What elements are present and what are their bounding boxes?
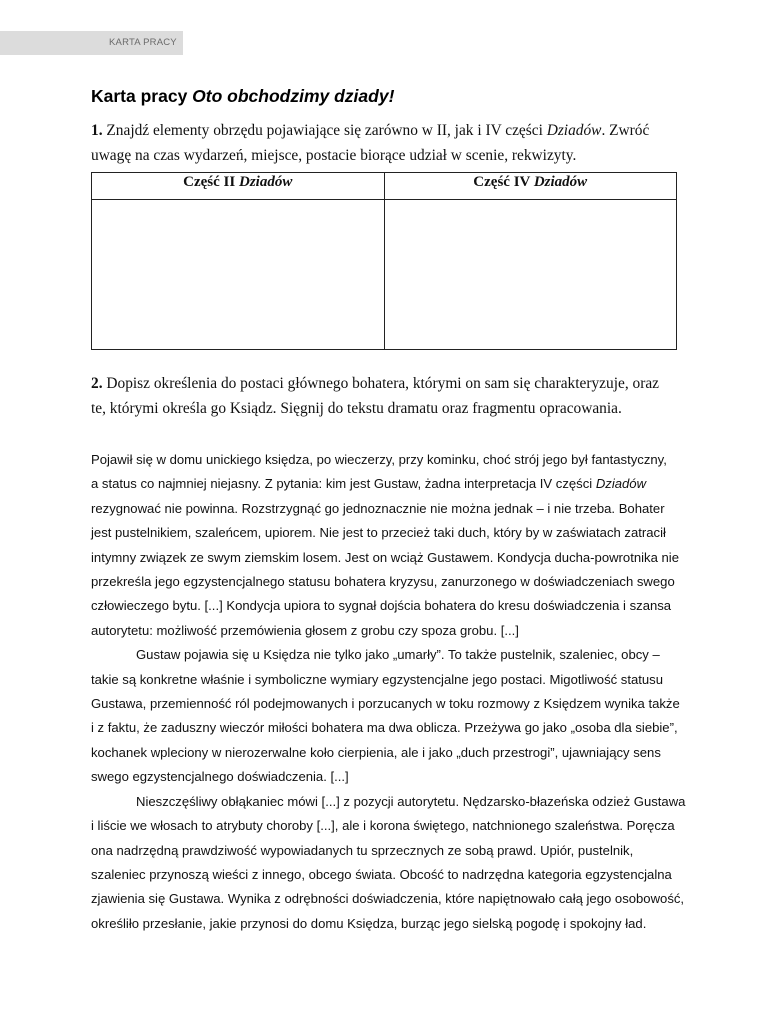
- title-prefix: Karta pracy: [91, 86, 193, 106]
- excerpt-text: a status co najmniej niejasny. Z pytania: kim jest Gustaw, żadna interpretacja IV części: [91, 476, 596, 492]
- excerpt-line: i liście we włosach to atrybuty choroby [...], ale i korona świętego, natchnionego szaleństwa. Poręcza: [91, 818, 675, 834]
- excerpt-line: Pojawił się w domu unickiego księdza, po wieczerzy, przy kominku, choć strój jego był fantastyczny,: [91, 452, 667, 467]
- excerpt-line: ona nadrzędną prawdziwość wypowiadanych tu sprzecznych ze sobą prawd. Upiór, pustelnik,: [91, 842, 634, 858]
- excerpt-line: [91, 472, 691, 496]
- excerpt-line: człowieczego bytu. [...] Kondycja upiora to sygnał dojścia bohatera do kresu doświadczenia i szansa: [91, 598, 672, 614]
- task-2-text: Dopisz określenia do postaci głównego bohatera, którymi on sam się charakteryzuje, oraz: [102, 375, 659, 392]
- excerpt-line: autorytetu: możliwość przemówienia głosem z grobu czy spoza grobu. [...]: [91, 622, 519, 638]
- excerpt-line: kochanek wpleciony w nierozerwalne koło cierpienia, ale i jako „duch przestrogi”, ujawniający sens: [91, 744, 661, 760]
- excerpt-line: takie są konkretne właśnie i symboliczne wymiary egzystencjalne jego postaci. Migotliwość statusu: [91, 671, 664, 687]
- excerpt-italic-title: Dziadów: [595, 476, 647, 492]
- column-header-part-2: [92, 173, 385, 200]
- excerpt-line: Gustawa, przemienność ról podejmowanych i porzucanych w toku rozmowy z Księdzem wynika także: [91, 696, 680, 712]
- header-tab-label: KARTA PRACY: [109, 37, 177, 48]
- excerpt-line: intymny związek ze swym ziemskim losem. Jest on wciąż Gustawem. Kondycja ducha-powrotnika nie: [91, 549, 679, 565]
- column-header-part-2-prefix: Część II: [183, 174, 239, 190]
- title-italic: Oto obchodzimy dziady!: [192, 86, 395, 106]
- excerpt-paragraph-start: Gustaw pojawia się u Księdza nie tylko jako „umarły”. To także pustelnik, szaleniec, obcy –: [136, 647, 660, 663]
- excerpt-line: zjawienia się Gustawa. Wynika z odrębności doświadczenia, które napiętnowało całą jego osobowość,: [91, 891, 685, 907]
- task-1-instruction: [91, 118, 681, 168]
- excerpt-line: jest pustelnikiem, szaleńcem, upiorem. Nie jest to przecież taki duch, który by w zaświatach zatracił: [91, 525, 666, 541]
- page-title: [91, 86, 394, 107]
- excerpt-line: rezygnować nie powinna. Rozstrzygnąć go jednoznacznie nie można jednak – i nie trzeba. Bohater: [91, 500, 665, 516]
- task-1-italic: Dziadów: [546, 122, 602, 139]
- task-1-text-a: Znajdź elementy obrzędu pojawiające się zarówno w II, jak i IV części: [102, 122, 547, 139]
- excerpt-line: przekreśla jego egzystencjalnego statusu bohatera kryzysu, zanurzonego w doświadczeniach swego: [91, 574, 675, 590]
- excerpt-line: swego egzystencjalnego doświadczenia. [...]: [91, 769, 349, 785]
- header-tab: [0, 31, 183, 55]
- table-header-row: [92, 173, 677, 200]
- comparison-table: [91, 172, 677, 350]
- critical-excerpt: [91, 448, 691, 936]
- task-2-instruction: [91, 371, 681, 421]
- excerpt-line: określiło przesłanie, jakie przynosi do domu Księdza, burząc jego sielską pogodę i spokojny ład.: [91, 915, 647, 931]
- excerpt-line: szaleniec przynoszą wieści z innego, obcego świata. Obcość to nadrzędna kategoria egzystencjalna: [91, 866, 672, 882]
- task-1-text-b: . Zwróć: [601, 122, 650, 139]
- task-1-number: 1.: [91, 122, 103, 139]
- column-header-part-4: [384, 173, 677, 200]
- task-2-line-1: [91, 371, 681, 396]
- table-answer-row: [92, 200, 677, 350]
- column-header-part-2-italic: Dziadów: [238, 174, 293, 190]
- task-1-line-1: [91, 118, 681, 143]
- task-1-line-2: uwagę na czas wydarzeń, miejsce, postacie biorące udział w scenie, rekwizyty.: [91, 147, 577, 164]
- answer-cell-part-2[interactable]: [92, 200, 385, 350]
- excerpt-line: i z faktu, że zaduszny wieczór miłości bohatera ma dwa oblicza. Przeżywa go jako „osoba dla siebie”,: [91, 720, 678, 736]
- task-2-line-2: te, którymi określa go Ksiądz. Sięgnij do tekstu dramatu oraz fragmentu opracowania.: [91, 400, 622, 417]
- column-header-part-4-italic: Dziadów: [533, 174, 588, 190]
- column-header-part-4-prefix: Część IV: [473, 174, 534, 190]
- excerpt-paragraph-start: Nieszczęśliwy obłąkaniec mówi [...] z pozycji autorytetu. Nędzarsko-błazeńska odzież Gustawa: [136, 793, 686, 809]
- answer-cell-part-4[interactable]: [384, 200, 677, 350]
- task-2-number: 2.: [91, 375, 103, 392]
